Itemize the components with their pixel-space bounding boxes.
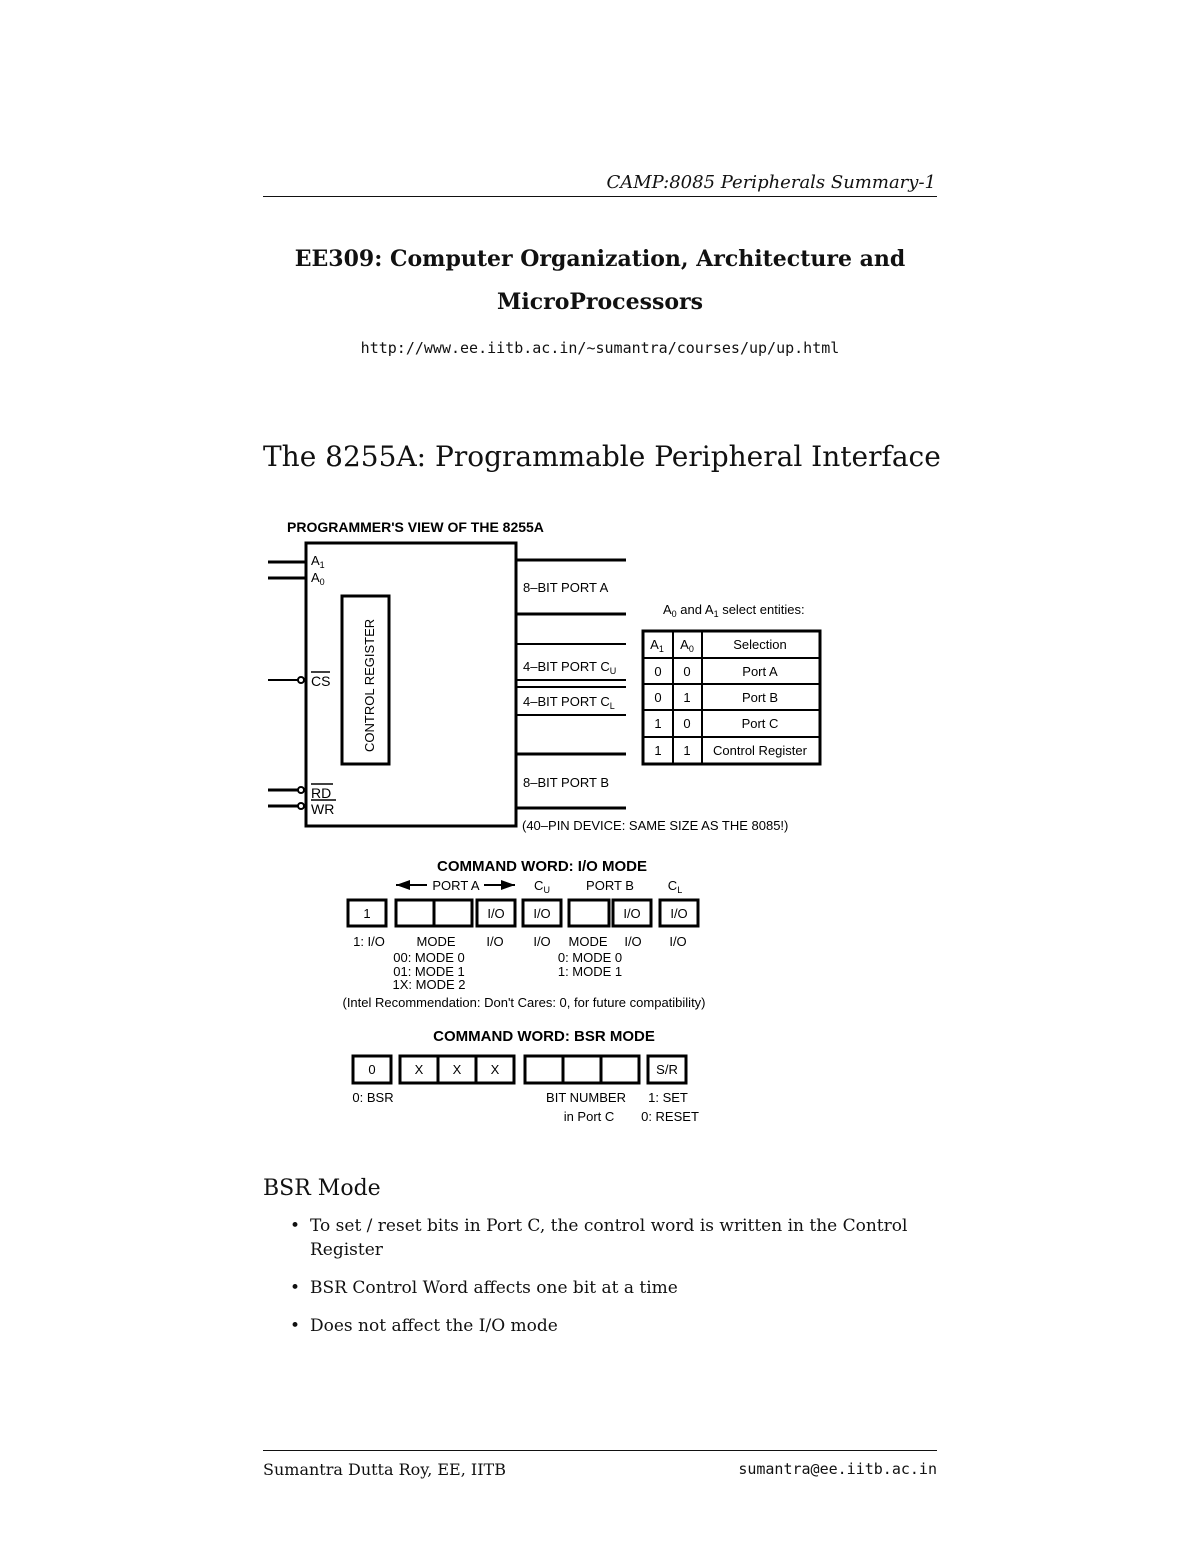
footer-author: Sumantra Dutta Roy, EE, IITB — [263, 1460, 506, 1479]
select-cell: Port B — [741, 690, 779, 705]
bsr-label: 0: RESET — [641, 1109, 699, 1124]
diagram-title: PROGRAMMER'S VIEW OF THE 8255A — [287, 519, 544, 535]
io-label: 1: I/O — [353, 934, 385, 949]
io-label: MODE — [568, 934, 608, 949]
io-label: I/O — [669, 934, 687, 949]
bsr-bit-7: 0 — [368, 1062, 376, 1077]
bsr-mode-title: COMMAND WORD: BSR MODE — [433, 1028, 655, 1045]
bsr-bit-4: X — [490, 1062, 500, 1077]
io-label: I/O — [533, 934, 551, 949]
mode-a-line: 00: MODE 0 — [393, 950, 465, 965]
chip-body — [306, 543, 516, 826]
bsr-label: BIT NUMBER — [546, 1090, 626, 1105]
select-header-a0: $A_0$ — [680, 637, 694, 654]
io-bit-4: I/O — [487, 906, 505, 921]
group-port-b: PORT B — [586, 878, 634, 893]
select-note: $A_0$ and $A_1$ select entities: — [663, 602, 805, 619]
select-cell: Port C — [741, 716, 779, 731]
io-bit-3: I/O — [533, 906, 551, 921]
io-label: I/O — [486, 934, 504, 949]
list-item: • To set / reset bits in Port C, the control word is written in the Control Register — [290, 1214, 938, 1262]
select-cell: 0 — [654, 664, 662, 679]
section-title: The 8255A: Programmable Peripheral Interface — [263, 440, 941, 473]
intel-recommendation: (Intel Recommendation: Don't Cares: 0, for future compatibility) — [342, 995, 706, 1010]
control-register-label: CONTROL REGISTER — [362, 618, 377, 752]
bsr-bit-0: S/R — [656, 1062, 678, 1077]
bsr-bullet-list — [290, 1214, 938, 1352]
port-a-label: 8–BIT PORT A — [523, 580, 609, 595]
bsr-bit-5: X — [452, 1062, 462, 1077]
select-cell: 1 — [654, 716, 662, 731]
io-label: MODE — [416, 934, 456, 949]
port-b-label: 8–BIT PORT B — [523, 775, 609, 790]
select-header-a1: $A_1$ — [650, 637, 664, 654]
select-header-selection: Selection — [733, 637, 787, 652]
bsr-section-title: BSR Mode — [263, 1176, 381, 1201]
port-cu-label: 4–BIT PORT $C_U$ — [523, 659, 617, 676]
io-bit-0: I/O — [670, 906, 688, 921]
bsr-label: 1: SET — [648, 1090, 688, 1105]
group-port-a: PORT A — [432, 878, 480, 893]
bsr-bit-6: X — [414, 1062, 424, 1077]
mode-a-line: 1X: MODE 2 — [392, 977, 466, 992]
pin-rd: RD — [311, 785, 332, 801]
course-title-line1: EE309: Computer Organization, Architecture and — [294, 246, 906, 272]
io-bit-1: I/O — [623, 906, 641, 921]
port-cl-label: 4–BIT PORT $C_L$ — [523, 694, 615, 711]
io-label: I/O — [624, 934, 642, 949]
pin-a1: $A_1$ — [311, 553, 325, 570]
select-cell: Control Register — [713, 743, 807, 758]
io-mode-title: COMMAND WORD: I/O MODE — [437, 858, 647, 875]
course-title-line2: MicroProcessors — [497, 289, 703, 315]
footer-rule — [263, 1450, 937, 1451]
select-cell: 0 — [683, 664, 691, 679]
select-cell: Port A — [742, 664, 778, 679]
course-url[interactable]: http://www.ee.iitb.ac.in/~sumantra/courses/up/up.html — [360, 339, 840, 357]
pin-cs: CS — [311, 673, 331, 689]
list-item: • BSR Control Word affects one bit at a time — [290, 1276, 938, 1300]
bsr-label: 0: BSR — [352, 1090, 394, 1105]
running-header: CAMP:8085 Peripherals Summary-1 — [606, 172, 936, 193]
footer-email[interactable]: sumantra@ee.iitb.ac.in — [738, 1460, 937, 1478]
io-bit-7: 1 — [363, 906, 371, 921]
group-cu: $C_U$ — [534, 878, 550, 895]
select-cell: 1 — [683, 690, 691, 705]
mode-a-line: 01: MODE 1 — [393, 964, 465, 979]
pin-wr: WR — [311, 801, 335, 817]
select-cell: 1 — [654, 743, 662, 758]
select-cell: 1 — [683, 743, 691, 758]
mode-b-line: 1: MODE 1 — [557, 964, 623, 979]
device-note: (40–PIN DEVICE: SAME SIZE AS THE 8085!) — [522, 818, 789, 833]
group-cl: $C_L$ — [667, 878, 683, 895]
select-cell: 0 — [683, 716, 691, 731]
pin-a0: $A_0$ — [311, 570, 325, 587]
mode-b-line: 0: MODE 0 — [557, 950, 623, 965]
bsr-label: in Port C — [563, 1109, 615, 1124]
select-cell: 0 — [654, 690, 662, 705]
list-item: • Does not affect the I/O mode — [290, 1314, 938, 1338]
